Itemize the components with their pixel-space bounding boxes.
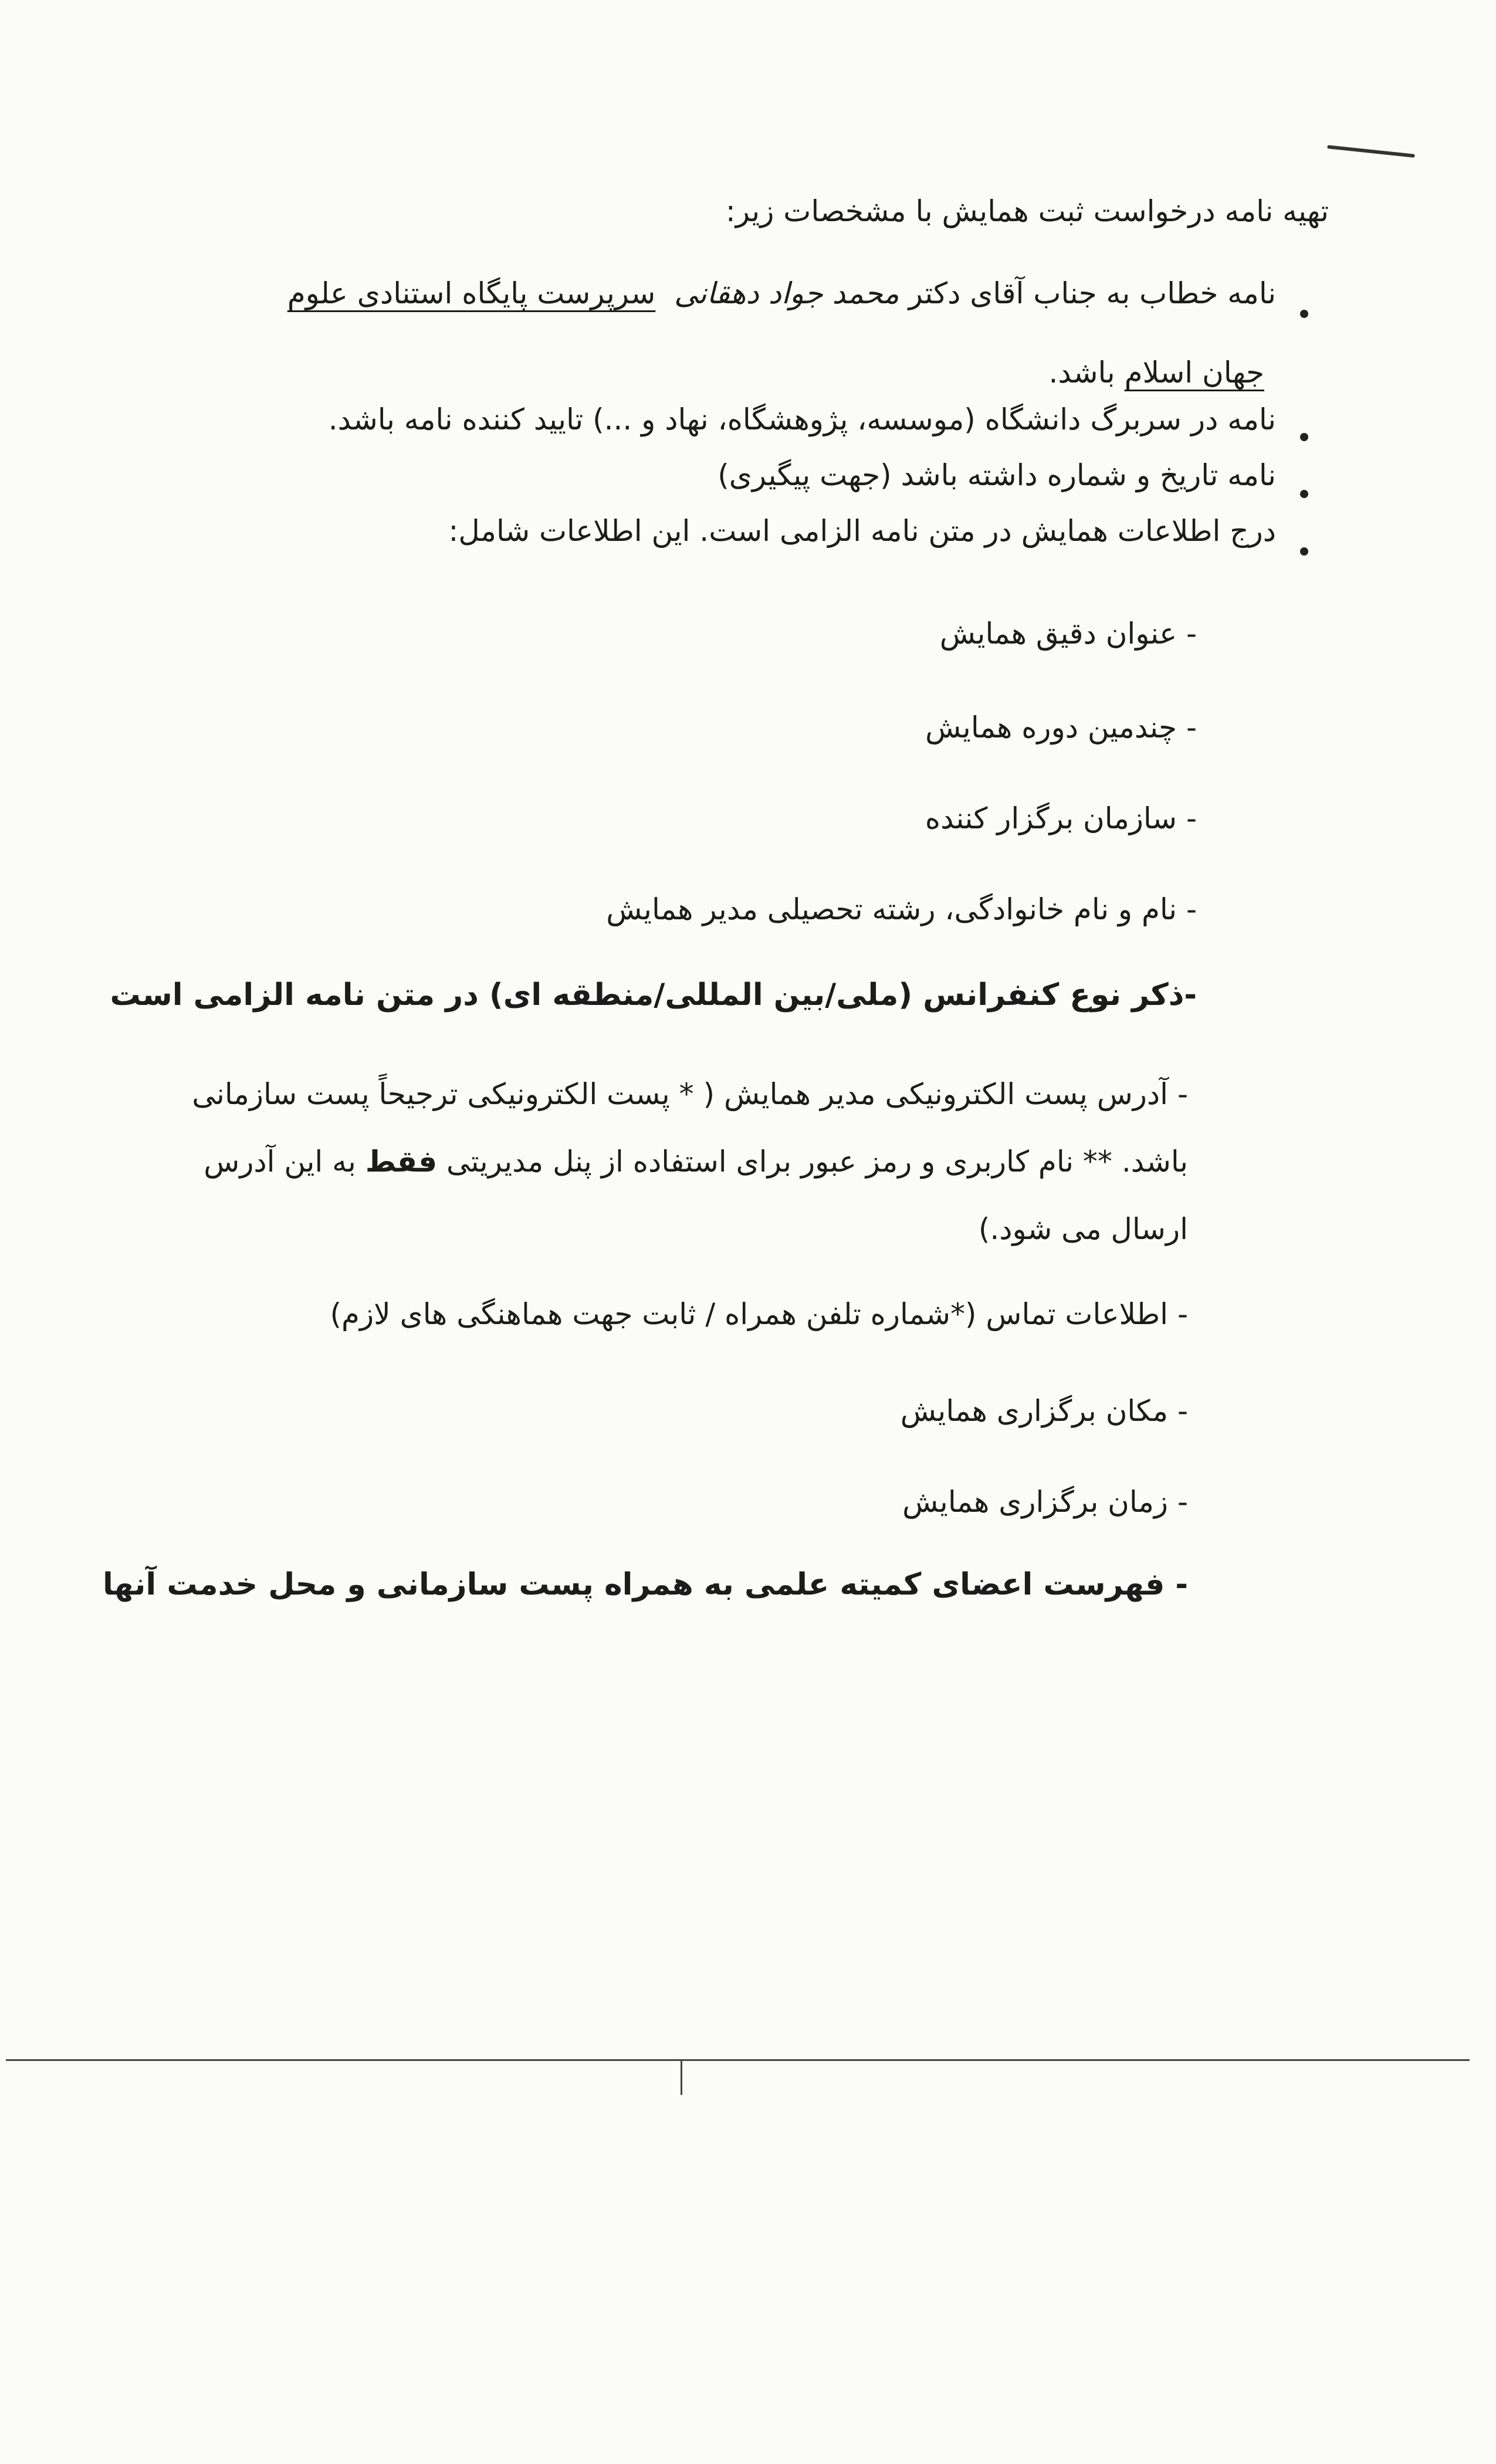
bullet-dot [1300,547,1308,556]
item-email-line-1: - آدرس پست الکترونیکی مدیر همایش ( * پست الکترونیکی ترجیحاً پست سازمانی [192,1077,1188,1111]
email-line-2-a: باشد. ** نام کاربری و رمز عبور برای استفاده از پنل مدیریتی [446,1145,1188,1179]
bullet-1-prefix: نامه خطاب به جناب آقای دکتر [908,276,1276,310]
bottom-tick [681,2061,682,2095]
bullet-1-line-2 [1049,355,1264,390]
intro-line: تهیه نامه درخواست ثبت همایش با مشخصات زیر: [725,194,1329,228]
item-committee: - فهرست اعضای کمیته علمی به همراه پست سازمانی و محل خدمت آنها [103,1567,1188,1602]
bullet-2: نامه در سربرگ دانشگاه (موسسه، پژوهشگاه، نهاد و ...) تایید کننده نامه باشد. [328,402,1276,436]
item-venue: - مکان برگزاری همایش [900,1394,1188,1428]
bullet-1-end: باشد. [1048,356,1115,390]
item-title: - عنوان دقیق همایش [939,617,1197,651]
email-line-2-bold: فقط [365,1145,438,1179]
item-edition: - چندمین دوره همایش [925,710,1197,744]
bullet-1-line-1 [287,276,1276,311]
bullet-1-role-2: جهان اسلام [1124,356,1264,390]
item-conference-type: -ذکر نوع کنفرانس (ملی/بین المللی/منطقه ای) در متن نامه الزامی است [110,977,1197,1013]
item-director: - نام و نام خانوادگی، رشته تحصیلی مدیر همایش [606,892,1197,926]
bullet-dot [1300,433,1308,441]
item-email-line-3: ارسال می شود.) [978,1212,1188,1246]
bullet-1-name: محمد جواد دهقانی [674,276,899,310]
bullet-3: نامه تاریخ و شماره داشته باشد (جهت پیگیری) [717,458,1276,492]
item-organizer: - سازمان برگزار کننده [925,801,1197,835]
scan-mark [1327,145,1415,158]
item-contact: - اطلاعات تماس (*شماره تلفن همراه / ثابت جهت هماهنگی های لازم) [330,1297,1188,1331]
bottom-divider [6,2059,1470,2061]
bullet-1-role: سرپرست پایگاه استنادی علوم [287,276,656,310]
item-time: - زمان برگزاری همایش [902,1485,1188,1519]
email-line-2-c: به این آدرس [204,1145,356,1179]
item-email-line-2 [204,1144,1188,1179]
bullet-dot [1300,310,1308,318]
bullet-4: درج اطلاعات همایش در متن نامه الزامی است. این اطلاعات شامل: [448,514,1276,548]
bullet-dot [1300,490,1308,498]
